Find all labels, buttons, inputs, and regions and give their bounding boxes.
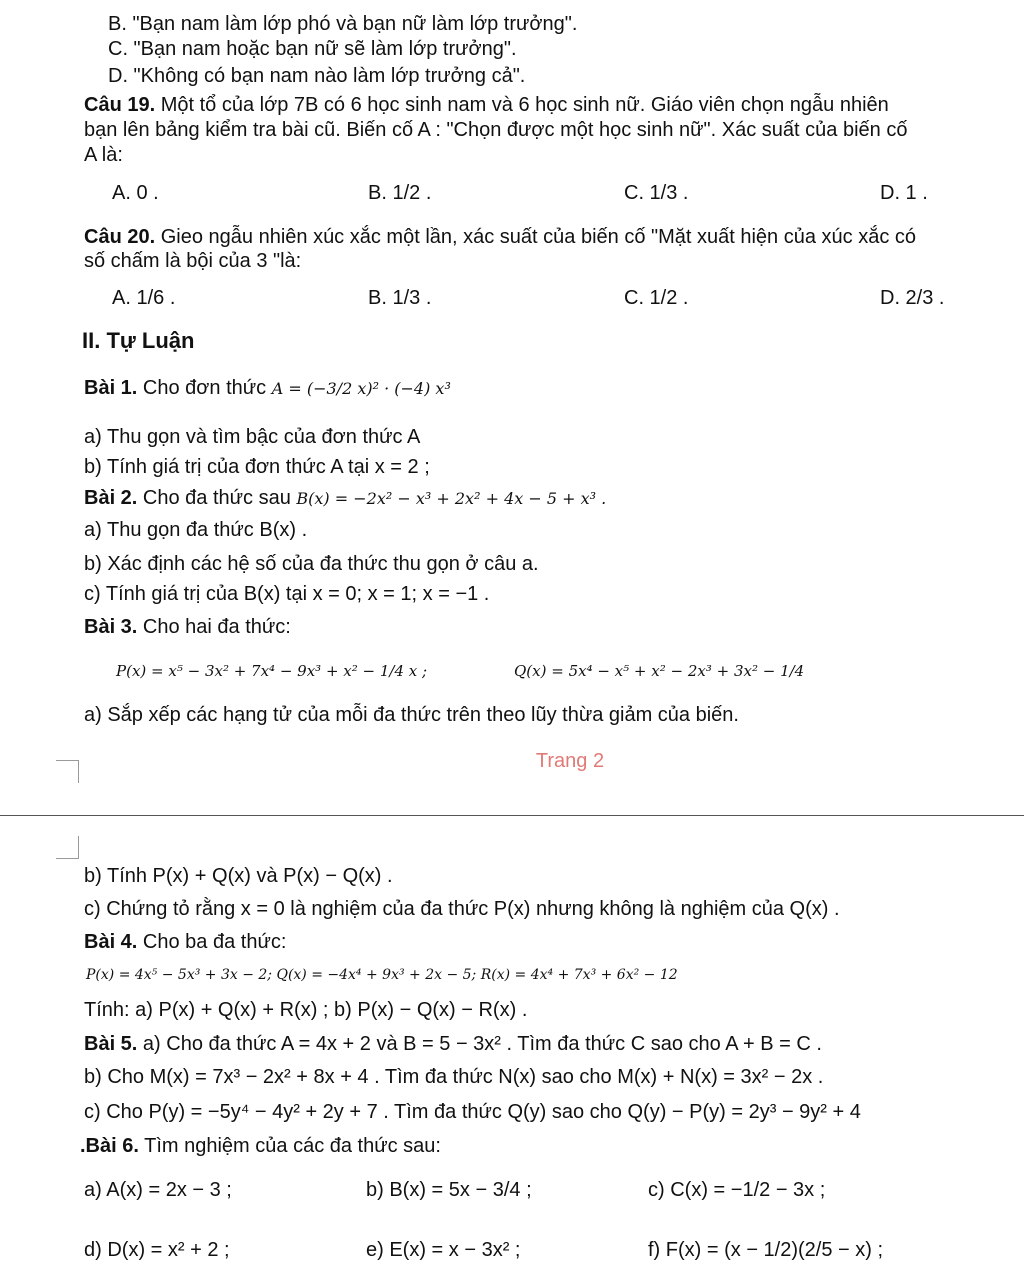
bai6-label: .Bài 6. — [80, 1135, 139, 1157]
bai2-b: b) Xác định các hệ số của đa thức thu gọn ở câu a. — [84, 553, 539, 575]
q19-line1 — [84, 95, 889, 115]
q20-text1: Gieo ngẫu nhiên xúc xắc một lần, xác suất của biến cố "Mặt xuất hiện của xúc xắc có — [160, 226, 917, 248]
q20-label: Câu 20. — [84, 226, 156, 248]
bai2-expr: B(x) = −2x² − x³ + 2x² + 4x − 5 + x³ . — [296, 489, 607, 508]
bai3-intro: Cho hai đa thức: — [142, 616, 291, 638]
bai3-a: a) Sắp xếp các hạng tử của mỗi đa thức trên theo lũy thừa giảm của biến. — [84, 704, 739, 726]
q20-option-d: D. 2/3 . — [880, 287, 945, 309]
bai5-b: b) Cho M(x) = 7x³ − 2x² + 8x + 4 . Tìm đa thức N(x) sao cho M(x) + N(x) = 3x² − 2x . — [84, 1066, 824, 1088]
bai4-line — [84, 932, 286, 952]
bai5-a: a) Cho đa thức A = 4x + 2 và B = 5 − 3x² . Tìm đa thức C sao cho A + B = C . — [142, 1033, 822, 1055]
bai3-p: P(x) = x⁵ − 3x² + 7x⁴ − 9x³ + x² − 1/4 x ; — [116, 662, 428, 680]
bai5-label: Bài 5. — [84, 1033, 138, 1055]
q19-option-a: A. 0 . — [112, 182, 159, 204]
q18-option-d: D. "Không có bạn nam nào làm lớp trưởng cả". — [108, 65, 526, 87]
q20-option-a: A. 1/6 . — [112, 287, 176, 309]
bai6-item-d: d) D(x) = x² + 2 ; — [84, 1239, 230, 1261]
q20-line1 — [84, 227, 916, 247]
bai1-intro: Cho đơn thức — [142, 377, 267, 399]
q19-label: Câu 19. — [84, 94, 156, 116]
bai1-a: a) Thu gọn và tìm bậc của đơn thức A — [84, 426, 421, 448]
bai1-label: Bài 1. — [84, 377, 138, 399]
bai3-q: Q(x) = 5x⁴ − x⁵ + x² − 2x³ + 3x² − 1/4 — [514, 662, 805, 680]
bai4-tinh: Tính: a) P(x) + Q(x) + R(x) ; b) P(x) − Q(x) − R(x) . — [84, 999, 528, 1021]
bai2-label: Bài 2. — [84, 487, 138, 509]
bai6-item-b: b) B(x) = 5x − 3/4 ; — [366, 1179, 532, 1201]
bai2-intro: Cho đa thức sau — [142, 487, 291, 509]
q19-option-b: B. 1/2 . — [368, 182, 432, 204]
q18-option-b: B. "Bạn nam làm lớp phó và bạn nữ làm lớp trưởng". — [108, 13, 578, 35]
bai3-c: c) Chứng tỏ rằng x = 0 là nghiệm của đa thức P(x) nhưng không là nghiệm của Q(x) . — [84, 898, 840, 920]
bai5-line-a — [84, 1034, 822, 1054]
page-break-line — [0, 815, 1024, 816]
bai5-c: c) Cho P(y) = −5y⁴ − 4y² + 2y + 7 . Tìm đa thức Q(y) sao cho Q(y) − P(y) = 2y³ − 9y² + 4 — [84, 1101, 861, 1123]
bai1-b: b) Tính giá trị của đơn thức A tại x = 2 ; — [84, 456, 430, 478]
bai3-b: b) Tính P(x) + Q(x) và P(x) − Q(x) . — [84, 865, 393, 887]
q20-line2: số chấm là bội của 3 "là: — [84, 250, 302, 272]
page-footer: Trang 2 — [535, 750, 605, 772]
bai6-intro: Tìm nghiệm của các đa thức sau: — [144, 1135, 441, 1157]
bai4-label: Bài 4. — [84, 931, 138, 953]
q19-option-d: D. 1 . — [880, 182, 928, 204]
bai4-polys: P(x) = 4x⁵ − 5x³ + 3x − 2; Q(x) = −4x⁴ + 9x³ + 2x − 5; R(x) = 4x⁴ + 7x³ + 6x² − 12 — [86, 967, 678, 983]
q19-option-c: C. 1/3 . — [624, 182, 689, 204]
bai6-item-f: f) F(x) = (x − 1/2)(2/5 − x) ; — [648, 1239, 884, 1261]
q19-line3: A là: — [84, 144, 123, 166]
bai3-label: Bài 3. — [84, 616, 138, 638]
bai4-intro: Cho ba đa thức: — [142, 931, 287, 953]
q19-text1: Một tổ của lớp 7B có 6 học sinh nam và 6 học sinh nữ. Giáo viên chọn ngẫu nhiên — [160, 94, 889, 116]
page-corner-mark — [56, 836, 79, 859]
bai2-line — [84, 488, 606, 508]
bai2-a: a) Thu gọn đa thức B(x) . — [84, 519, 308, 541]
q20-option-b: B. 1/3 . — [368, 287, 432, 309]
bai3-line — [84, 617, 291, 637]
bai6-item-e: e) E(x) = x − 3x² ; — [366, 1239, 521, 1261]
section-heading: II. Tự Luận — [82, 328, 195, 353]
bai6-line — [80, 1136, 441, 1156]
q18-option-c: C. "Bạn nam hoặc bạn nữ sẽ làm lớp trưởng". — [108, 38, 517, 60]
q19-line2: bạn lên bảng kiểm tra bài cũ. Biến cố A : "Chọn được một học sinh nữ". Xác suất của biến cố — [84, 119, 908, 141]
bai6-item-c: c) C(x) = −1/2 − 3x ; — [648, 1179, 826, 1201]
bai6-item-a: a) A(x) = 2x − 3 ; — [84, 1179, 232, 1201]
q20-option-c: C. 1/2 . — [624, 287, 689, 309]
bai1-expr: A = (−3/2 x)² · (−4) x³ — [271, 379, 451, 398]
bai1-line — [84, 378, 451, 398]
bai2-c: c) Tính giá trị của B(x) tại x = 0; x = 1; x = −1 . — [84, 583, 490, 605]
